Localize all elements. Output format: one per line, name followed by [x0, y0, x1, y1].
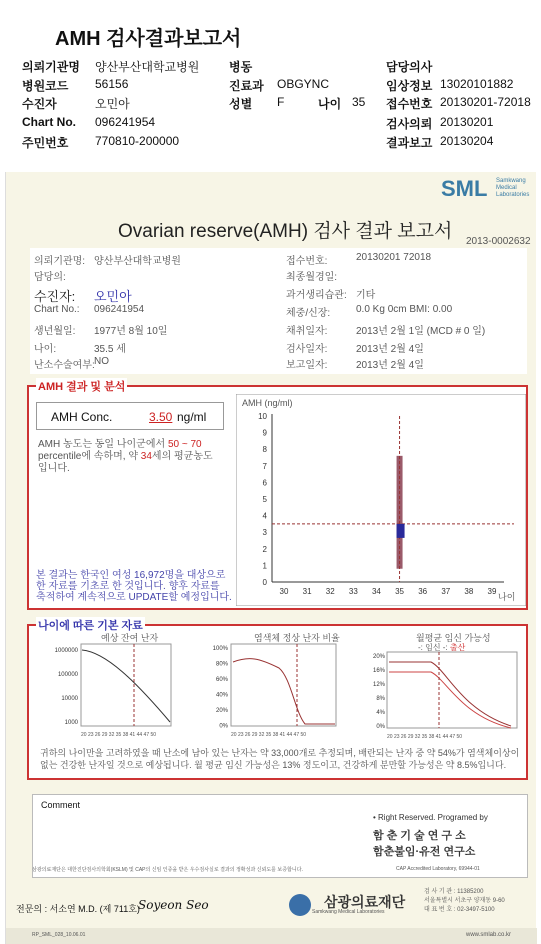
- header-field-value: 56156: [95, 77, 129, 91]
- institute-1: 함 춘 기 술 연 구 소: [373, 830, 466, 842]
- eggs-chart: [36, 642, 176, 742]
- section-title-amh: AMH 결과 및 분석: [36, 378, 127, 394]
- info-label: 나이:: [34, 344, 57, 355]
- info-label: 검사일자:: [286, 344, 328, 355]
- x-tick-label: 33: [348, 587, 358, 596]
- y-tick-label: 0%: [376, 724, 385, 730]
- institute-2: 함춘불임·유전 연구소: [373, 846, 476, 858]
- foundation-logo-icon: [289, 894, 311, 916]
- info-label: 채취일자:: [286, 326, 328, 337]
- page-title: AMH 검사결과보고서: [55, 28, 242, 50]
- sml-logo-sub: Samkwang Medical Laboratories: [496, 178, 530, 198]
- info-value: 20130201 72018: [356, 252, 432, 263]
- y-tick-label: 16%: [372, 668, 385, 674]
- y-tick-label: 60%: [215, 677, 228, 683]
- info-label: 수진자:: [34, 289, 76, 304]
- header-field-label: 병원코드: [22, 79, 69, 93]
- info-label: 담당의:: [34, 272, 66, 283]
- info-label: 의뢰기관명:: [34, 256, 86, 267]
- analysis-text: AMH 농도는 동일 나이군에서 50 ~ 70 percentile에 속하며, 약 34세의 평균농도 입니다.: [38, 439, 213, 474]
- doc-number: 2013-0002632: [466, 236, 531, 247]
- info-label: 최종월경일:: [286, 272, 338, 283]
- y-tick-label: 4: [262, 511, 267, 521]
- y-tick-label: 100000: [57, 672, 78, 678]
- header-field-label: 담당의사: [386, 60, 433, 74]
- comment-label: Comment: [41, 800, 81, 810]
- info-label: Chart No.:: [34, 304, 80, 315]
- info-label: 보고일자:: [286, 360, 328, 371]
- footer-bar: RP_SML_028_10.06.01 www.smlab.co.kr: [6, 928, 537, 944]
- pregnancy-legend: -: 임신 -: 출산: [418, 643, 466, 652]
- header-field-value: 20130204: [440, 134, 494, 148]
- x-tick-label: 32: [325, 587, 335, 596]
- info-label: 체중/신장:: [286, 308, 331, 319]
- header-field-value: 770810-200000: [95, 134, 180, 148]
- amh-age-chart: [236, 394, 526, 606]
- y-tick-label: 20%: [372, 654, 385, 660]
- amh-conc-value: 3.50: [149, 410, 173, 424]
- svg-text:20 23 26 29 32 35 38 41 44 47: 20 23 26 29 32 35 38 41 44 47 50: [231, 732, 307, 738]
- amh-conc-unit: ng/ml: [177, 410, 207, 424]
- subchart-title-pregnancy: 월평균 임신 가능성: [416, 633, 491, 643]
- y-tick-label: 2: [262, 544, 267, 554]
- doctor-signature: Soyeon Seo: [138, 898, 209, 912]
- amh-chart-title: AMH (ng/ml): [242, 398, 293, 408]
- x-tick-label: 34: [371, 587, 381, 596]
- summary-text: 귀하의 나이만을 고려하였을 때 난소에 남아 있는 난자는 약 33,000개로 추정되며, 배란되는 난자 중 약 54%가 염색체이상이 없는 건강한 난자일 것으로 예상됩니다. 월 평균 임신 가능성은 13% 정도이고, 건강하게 분만할 가능성은 약 8.5%입니다.: [40, 748, 520, 770]
- y-tick-label: 20%: [215, 708, 228, 714]
- info-value: 096241954: [94, 304, 145, 315]
- amh-conc-box: [36, 402, 224, 430]
- footnote: 삼광의료재단은 대한진단검사의학회(KSLM) 및 CAP의 신임 인증을 받은 우수검사실로 결과의 정확성과 신뢰도를 보증합니다.: [32, 867, 303, 873]
- cap-text: CAP Accredited Laboratory, 69944-01: [396, 866, 480, 872]
- info-value: NO: [94, 356, 109, 367]
- data-note: 본 결과는 한국인 여성 16,972명을 대상으로 한 자료를 기초로 한 것입니다. 향후 자료를 축적하여 계속적으로 UPDATE할 예정입니다.: [36, 570, 232, 603]
- header-age-label: 나이: [318, 97, 342, 111]
- x-tick-label: 36: [418, 587, 428, 596]
- header-field-label: 검사의뢰: [386, 117, 433, 131]
- report-sheet: [5, 172, 536, 944]
- x-tick-label: 38: [464, 587, 474, 596]
- header-field-label: 결과보고: [386, 136, 433, 150]
- y-tick-label: 8%: [376, 696, 385, 702]
- x-tick-label: 31: [302, 587, 312, 596]
- amh-xlabel: 나이: [498, 592, 516, 602]
- info-value: 35.5 세: [94, 344, 126, 355]
- header-age-value: 35: [352, 95, 366, 109]
- header-field-label: 임상정보: [386, 79, 433, 93]
- header-field-value: OBGYNC: [277, 77, 330, 91]
- sml-logo: SML: [441, 176, 488, 201]
- pregnancy-chart: [361, 650, 521, 742]
- y-tick-label: 5: [262, 495, 267, 504]
- y-tick-label: 1000: [64, 720, 78, 726]
- y-tick-label: 9: [262, 428, 267, 438]
- info-value: 0.0 Kg 0cm BMI: 0.00: [356, 304, 453, 315]
- x-tick-label: 30: [279, 587, 289, 596]
- doctor-info: 전문의 : 서소연 M.D. (제 711호): [16, 904, 140, 914]
- y-tick-label: 10: [258, 412, 267, 421]
- x-tick-label: 37: [441, 587, 451, 596]
- info-value: 오민아: [94, 289, 132, 304]
- header-field-value: 20130201-72018: [440, 95, 531, 109]
- y-tick-label: 4%: [376, 710, 385, 716]
- section-title-base: 나이에 따른 기본 자료: [36, 617, 145, 633]
- header-field-label: 주민번호: [22, 136, 69, 150]
- amh-conc-label: AMH Conc.: [51, 410, 113, 424]
- info-value: 2013년 2월 1일 (MCD # 0 일): [356, 326, 486, 337]
- lab-address: 검 사 기 관 : 11385200 서울특별시 서초구 양재동 9-60 대 표 번 호 : 02-3497-5100: [424, 889, 505, 913]
- header-field-value: 20130201: [440, 115, 494, 129]
- info-value: 2013년 2월 4일: [356, 360, 424, 371]
- info-value: 2013년 2월 4일: [356, 344, 424, 355]
- header-field-value: 오민아: [95, 97, 130, 111]
- header-field-value: 양산부산대학교병원: [95, 60, 200, 74]
- foundation-en: Samkwang Medical Laboratories: [312, 909, 385, 915]
- y-tick-label: 1: [262, 561, 267, 571]
- y-tick-label: 8: [262, 445, 267, 455]
- y-tick-label: 40%: [215, 692, 228, 699]
- info-value: 기타: [356, 290, 376, 301]
- info-label: 과거생리습관:: [286, 290, 347, 301]
- y-tick-label: 0: [262, 578, 267, 587]
- report-title: Ovarian reserve(AMH) 검사 결과 보고서: [118, 221, 453, 242]
- subchart-title-eggs: 예상 잔여 난자: [101, 633, 159, 643]
- x-tick-label: 39: [487, 587, 497, 596]
- info-label: 접수번호:: [286, 256, 328, 267]
- header-field-label: 수진자: [22, 97, 57, 111]
- info-label: 난소수술여부:: [34, 360, 95, 371]
- header-field-label: 성별: [229, 97, 253, 111]
- y-tick-label: 1000000: [54, 648, 78, 654]
- info-value: 양산부산대학교병원: [94, 256, 181, 267]
- y-tick-label: 7: [262, 461, 267, 471]
- svg-text:20 23 26 29 32 35 38 41 44 47: 20 23 26 29 32 35 38 41 44 47 50: [81, 732, 157, 738]
- y-tick-label: 6: [262, 478, 267, 488]
- header-field-value: 096241954: [95, 115, 156, 129]
- subchart-title-normal: 염색체 정상 난자 비율: [254, 633, 340, 643]
- header-field-label: 접수번호: [386, 97, 433, 111]
- normal-egg-chart: [199, 642, 339, 742]
- amh-value-marker: [397, 524, 405, 538]
- svg-text:20 23 26 29 32 35 38 41 44 47: 20 23 26 29 32 35 38 41 44 47 50: [387, 734, 463, 740]
- y-tick-label: 0%: [219, 723, 228, 730]
- y-tick-label: 3: [262, 528, 267, 538]
- header-field-label: 진료과: [229, 79, 264, 93]
- info-label: 생년월일:: [34, 326, 76, 337]
- header-field-label: 의뢰기관명: [22, 60, 80, 74]
- x-tick-label: 35: [395, 587, 405, 596]
- y-tick-label: 10000: [61, 696, 78, 702]
- info-value: 1977년 8월 10일: [94, 326, 168, 337]
- header-field-label: Chart No.: [22, 115, 76, 129]
- y-tick-label: 100%: [212, 646, 228, 652]
- foundation-name: 삼광의료재단: [324, 894, 406, 910]
- header-field-value: F: [277, 95, 285, 109]
- rights-text: • Right Reserved. Programed by: [373, 813, 488, 822]
- header-field-label: 병동: [229, 60, 253, 74]
- y-tick-label: 80%: [215, 661, 228, 668]
- y-tick-label: 12%: [372, 682, 385, 688]
- header-field-value: 13020101882: [440, 77, 514, 91]
